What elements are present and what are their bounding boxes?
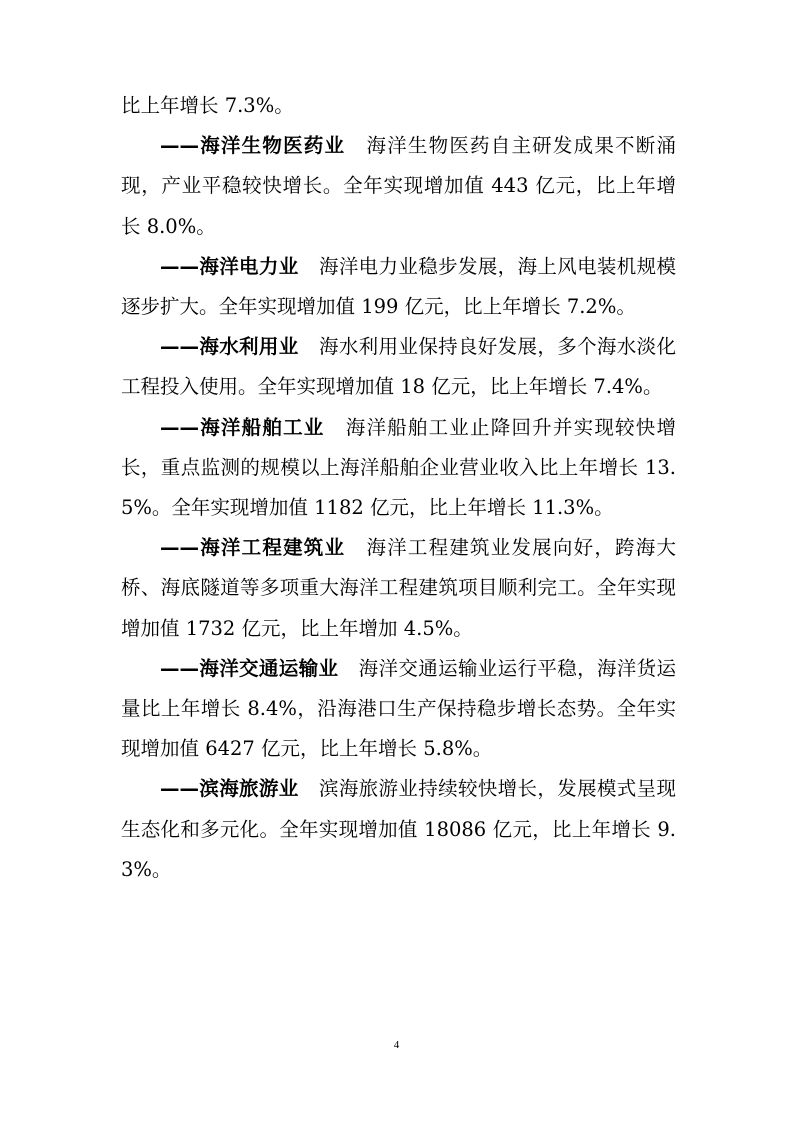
section-heading: ——海水利用业 xyxy=(160,335,299,359)
page-number: 4 xyxy=(393,1039,400,1051)
section-heading: ——海洋电力业 xyxy=(160,254,299,278)
section-marine-biomedicine xyxy=(121,126,676,247)
section-marine-engineering xyxy=(121,528,676,649)
section-heading: ——海洋交通运输业 xyxy=(160,656,339,680)
section-seawater-utilization xyxy=(121,327,676,407)
section-body: 海洋生物医药自主研发成果不断涌现，产业平稳较快增长。全年实现增加值 443 亿元，比上年增长 8.0%。 xyxy=(121,134,676,238)
section-marine-power xyxy=(121,247,676,327)
section-body: 滨海旅游业持续较快增长，发展模式呈现生态化和多元化。全年实现增加值 18086 亿元，比上年增长 9.3%。 xyxy=(121,777,676,881)
section-coastal-tourism xyxy=(121,769,676,890)
section-heading: ——海洋船舶工业 xyxy=(160,415,325,439)
section-heading: ——海洋工程建筑业 xyxy=(160,536,346,560)
section-heading: ——海洋生物医药业 xyxy=(160,134,346,158)
section-body: 海水利用业保持良好发展，多个海水淡化工程投入使用。全年实现增加值 18 亿元，比上年增长 7.4%。 xyxy=(121,335,676,399)
section-body: 海洋船舶工业止降回升并实现较快增长，重点监测的规模以上海洋船舶企业营业收入比上年增长 13.5%。全年实现增加值 1182 亿元，比上年增长 11.3%。 xyxy=(121,415,676,520)
lead-paragraph: 比上年增长 7.3%。 xyxy=(121,94,294,117)
section-heading: ——滨海旅游业 xyxy=(160,777,299,801)
section-body: 海洋交通运输业运行平稳，海洋货运量比上年增长 8.4%，沿海港口生产保持稳步增长态势。全年实现增加值 6427 亿元，比上年增长 5.8%。 xyxy=(121,656,676,761)
section-body: 海洋电力业稳步发展，海上风电装机规模逐步扩大。全年实现增加值 199 亿元，比上年增长 7.2%。 xyxy=(121,254,676,319)
section-body: 海洋工程建筑业发展向好，跨海大桥、海底隧道等多项重大海洋工程建筑项目顺利完工。全年实现增加值 1732 亿元，比上年增加 4.5%。 xyxy=(121,536,676,640)
document-body xyxy=(121,86,676,890)
section-marine-transport xyxy=(121,649,676,770)
section-marine-shipbuilding xyxy=(121,408,676,529)
